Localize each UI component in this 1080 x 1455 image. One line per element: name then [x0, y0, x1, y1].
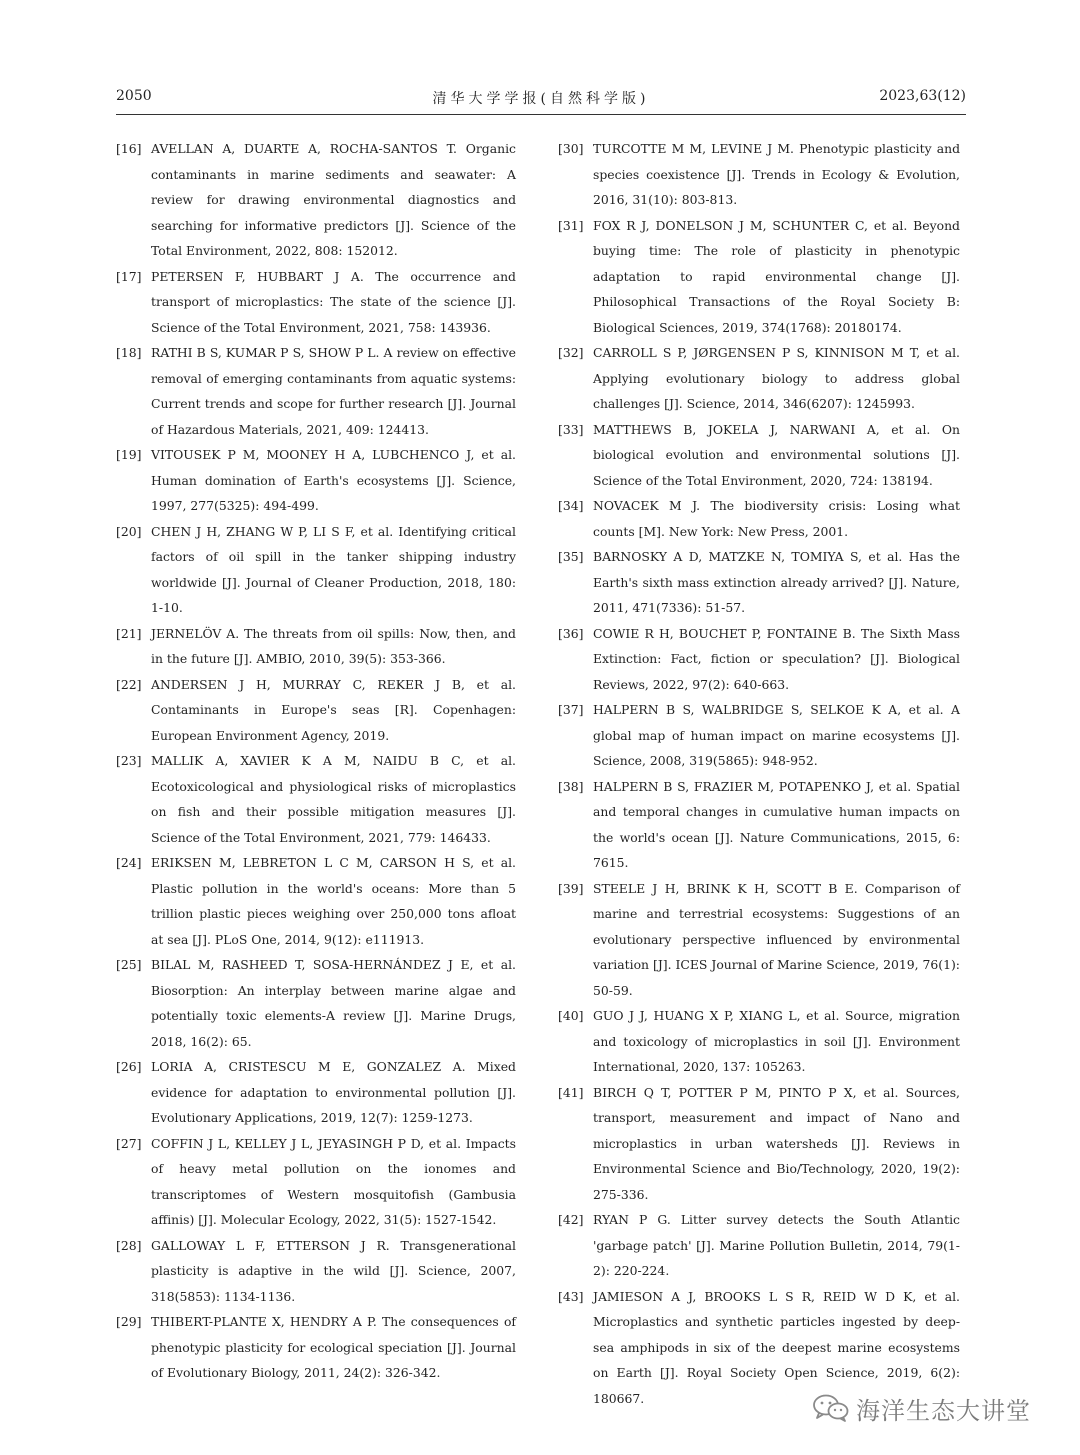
reference-text: COFFIN J L, KELLEY J L, JEYASINGH P D, et al. Impacts of heavy metal pollution on the ionomes and transcriptomes of Western mosquitofish (Gambusia affinis) [J]. Molecular Ecology, 2022, 31(5): 1527-1542.: [151, 1135, 516, 1227]
reference-number: [25]: [116, 957, 142, 972]
page-number: 2050: [116, 88, 152, 104]
watermark-text: 海洋生态大讲堂: [856, 1396, 1031, 1425]
reference-item: [558, 621, 960, 698]
reference-number: [24]: [116, 855, 142, 870]
reference-number: [40]: [558, 1008, 584, 1023]
reference-item: [116, 621, 516, 672]
reference-item: [558, 493, 960, 544]
left-column: [116, 136, 516, 1386]
reference-number: [22]: [116, 676, 142, 692]
reference-text: NOVACEK M J. The biodiversity crisis: Losing what counts [M]. New York: New Press, 2001.: [593, 498, 960, 539]
reference-number: [39]: [558, 880, 584, 896]
reference-number: [34]: [558, 498, 584, 513]
reference-text: PETERSEN F, HUBBART J A. The occurrence and transport of microplastics: The state of the science [J]. Science of the Total Environment, 2021, 758: 143936.: [151, 268, 516, 335]
reference-number: [23]: [116, 753, 142, 768]
reference-text: GUO J J, HUANG X P, XIANG L, et al. Source, migration and toxicology of microplastics in soil [J]. Environment International, 2020, 137: 105263.: [593, 1008, 960, 1074]
reference-text: TURCOTTE M M, LEVINE J M. Phenotypic plasticity and species coexistence [J]. Trends in Ecology & Evolution, 2016, 31(10): 803-813.: [593, 141, 960, 207]
reference-item: [116, 748, 516, 850]
reference-item: [116, 850, 516, 952]
reference-item: [116, 340, 516, 442]
reference-text: CHEN J H, ZHANG W P, LI S F, et al. Identifying critical factors of oil spill in the tanker shipping industry worldwide [J]. Journal of Cleaner Production, 2018, 180: 1-10.: [151, 523, 516, 615]
reference-item: [558, 136, 960, 213]
reference-text: STEELE J H, BRINK K H, SCOTT B E. Comparison of marine and terrestrial ecosystems: Suggestions of an evolutionary perspective influenced by environmental variation [J]. ICES Journal of Marine Science, 2019, 76(1): 50-59.: [593, 880, 960, 998]
reference-item: [558, 876, 960, 1004]
reference-number: [32]: [558, 345, 584, 360]
reference-item: [558, 544, 960, 621]
reference-text: BARNOSKY A D, MATZKE N, TOMIYA S, et al. Has the Earth's sixth mass extinction already arrived? [J]. Nature, 2011, 471(7336): 51-57.: [593, 549, 960, 615]
reference-text: MATTHEWS B, JOKELA J, NARWANI A, et al. On biological evolution and environmental solutions [J]. Science of the Total Environment, 2020, 724: 138194.: [593, 421, 960, 488]
reference-item: [558, 774, 960, 876]
reference-item: [116, 1309, 516, 1386]
reference-number: [29]: [116, 1314, 142, 1329]
running-header: [116, 88, 966, 110]
reference-number: [37]: [558, 702, 584, 717]
reference-text: BIRCH Q T, POTTER P M, PINTO P X, et al. Sources, transport, measurement and impact of Nano and microplastics in urban watersheds [J]. Reviews in Environmental Science and Bio/Technology, 2020, 19(2): 275-336.: [593, 1084, 960, 1202]
reference-item: [116, 1131, 516, 1233]
reference-text: LORIA A, CRISTESCU M E, GONZALEZ A. Mixed evidence for adaptation to environmental pollution [J]. Evolutionary Applications, 2019, 12(7): 1259-1273.: [151, 1059, 516, 1125]
reference-item: [116, 136, 516, 264]
reference-text: RYAN P G. Litter survey detects the South Atlantic 'garbage patch' [J]. Marine Pollution Bulletin, 2014, 79(1-2): 220-224.: [593, 1212, 960, 1278]
reference-text: VITOUSEK P M, MOONEY H A, LUBCHENCO J, et al. Human domination of Earth's ecosystems [J]. Science, 1997, 277(5325): 494-499.: [151, 447, 516, 513]
reference-item: [558, 1207, 960, 1284]
reference-number: [31]: [558, 217, 584, 233]
reference-item: [558, 1003, 960, 1080]
reference-number: [21]: [116, 625, 142, 641]
reference-number: [18]: [116, 345, 142, 360]
right-column: [558, 136, 960, 1411]
wechat-watermark: [812, 1390, 1031, 1426]
reference-number: [26]: [116, 1059, 142, 1074]
reference-number: [20]: [116, 523, 142, 539]
reference-item: [558, 417, 960, 494]
reference-text: ANDERSEN J H, MURRAY C, REKER J B, et al. Contaminants in Europe's seas [R]. Copenhagen: European Environment Agency, 2019.: [151, 676, 516, 743]
reference-item: [116, 442, 516, 519]
reference-item: [116, 952, 516, 1054]
reference-item: [558, 697, 960, 774]
reference-text: GALLOWAY L F, ETTERSON J R. Transgenerational plasticity is adaptive in the wild [J]. Science, 2007, 318(5853): 1134-1136.: [151, 1237, 516, 1304]
reference-number: [19]: [116, 447, 142, 462]
reference-item: [116, 264, 516, 341]
reference-number: [43]: [558, 1288, 584, 1304]
reference-item: [116, 672, 516, 749]
reference-text: FOX R J, DONELSON J M, SCHUNTER C, et al. Beyond buying time: The role of plasticity in phenotypic adaptation to rapid environmental change [J]. Philosophical Transactions of the Royal Society B: Biological Sciences, 2019, 374(1768): 20180174.: [593, 217, 960, 335]
reference-text: BILAL M, RASHEED T, SOSA-HERNÁNDEZ J E, et al. Biosorption: An interplay between marine algae and potentially toxic elements-A review [J]. Marine Drugs, 2018, 16(2): 65.: [151, 957, 516, 1049]
reference-number: [41]: [558, 1084, 584, 1100]
reference-text: HALPERN B S, WALBRIDGE S, SELKOE K A, et al. A global map of human impact on marine ecosystems [J]. Science, 2008, 319(5865): 948-952.: [593, 702, 960, 768]
reference-number: [42]: [558, 1212, 584, 1227]
reference-number: [36]: [558, 625, 584, 641]
journal-title: 清华大学学报(自然科学版): [432, 91, 650, 107]
reference-number: [16]: [116, 141, 142, 156]
reference-number: [38]: [558, 778, 584, 794]
reference-item: [116, 519, 516, 621]
reference-text: THIBERT-PLANTE X, HENDRY A P. The consequences of phenotypic plasticity for ecological speciation [J]. Journal of Evolutionary Biology, 2011, 24(2): 326-342.: [151, 1314, 516, 1380]
reference-item: [116, 1054, 516, 1131]
reference-item: [558, 213, 960, 341]
wechat-icon: [812, 1393, 850, 1423]
reference-text: JERNELÖV A. The threats from oil spills: Now, then, and in the future [J]. AMBIO, 2010, 39(5): 353-366.: [151, 625, 516, 666]
reference-item: [558, 1080, 960, 1208]
reference-item: [116, 1233, 516, 1310]
reference-text: JAMIESON A J, BROOKS L S R, REID W D K, et al. Microplastics and synthetic particles ingested by deep-sea amphipods in six of the deepest marine ecosystems on Earth [J]. Royal Society Open Science, 2019, 6(2): 180667.: [593, 1288, 960, 1406]
header-rule: [116, 114, 966, 115]
reference-number: [17]: [116, 268, 142, 284]
reference-number: [28]: [116, 1237, 142, 1253]
reference-text: CARROLL S P, JØRGENSEN P S, KINNISON M T, et al. Applying evolutionary biology to address global challenges [J]. Science, 2014, 346(6207): 1245993.: [593, 345, 960, 411]
reference-text: RATHI B S, KUMAR P S, SHOW P L. A review on effective removal of emerging contaminants from aquatic systems: Current trends and scope for further research [J]. Journal of Hazardous Materials, 2021, 409: 124413.: [151, 345, 516, 437]
reference-text: ERIKSEN M, LEBRETON L C M, CARSON H S, et al. Plastic pollution in the world's oceans: More than 5 trillion plastic pieces weighing over 250,000 tons afloat at sea [J]. PLoS One, 2014, 9(12): e111913.: [151, 855, 516, 947]
reference-text: COWIE R H, BOUCHET P, FONTAINE B. The Sixth Mass Extinction: Fact, fiction or speculation? [J]. Biological Reviews, 2022, 97(2): 640-663.: [593, 625, 960, 692]
reference-text: MALLIK A, XAVIER K A M, NAIDU B C, et al. Ecotoxicological and physiological risks of microplastics on fish and their possible mitigation measures [J]. Science of the Total Environment, 2021, 779: 146433.: [151, 753, 516, 845]
reference-number: [30]: [558, 141, 584, 156]
reference-item: [558, 340, 960, 417]
reference-number: [27]: [116, 1135, 142, 1151]
reference-number: [35]: [558, 549, 584, 564]
issue-info: 2023,63(12): [879, 88, 966, 104]
reference-text: HALPERN B S, FRAZIER M, POTAPENKO J, et al. Spatial and temporal changes in cumulative human impacts on the world's ocean [J]. Nature Communications, 2015, 6: 7615.: [593, 778, 960, 870]
reference-text: AVELLAN A, DUARTE A, ROCHA-SANTOS T. Organic contaminants in marine sediments and seawater: A review for drawing environmental diagnostics and searching for informative predictors [J]. Science of the Total Environment, 2022, 808: 152012.: [151, 141, 516, 258]
reference-number: [33]: [558, 421, 584, 437]
